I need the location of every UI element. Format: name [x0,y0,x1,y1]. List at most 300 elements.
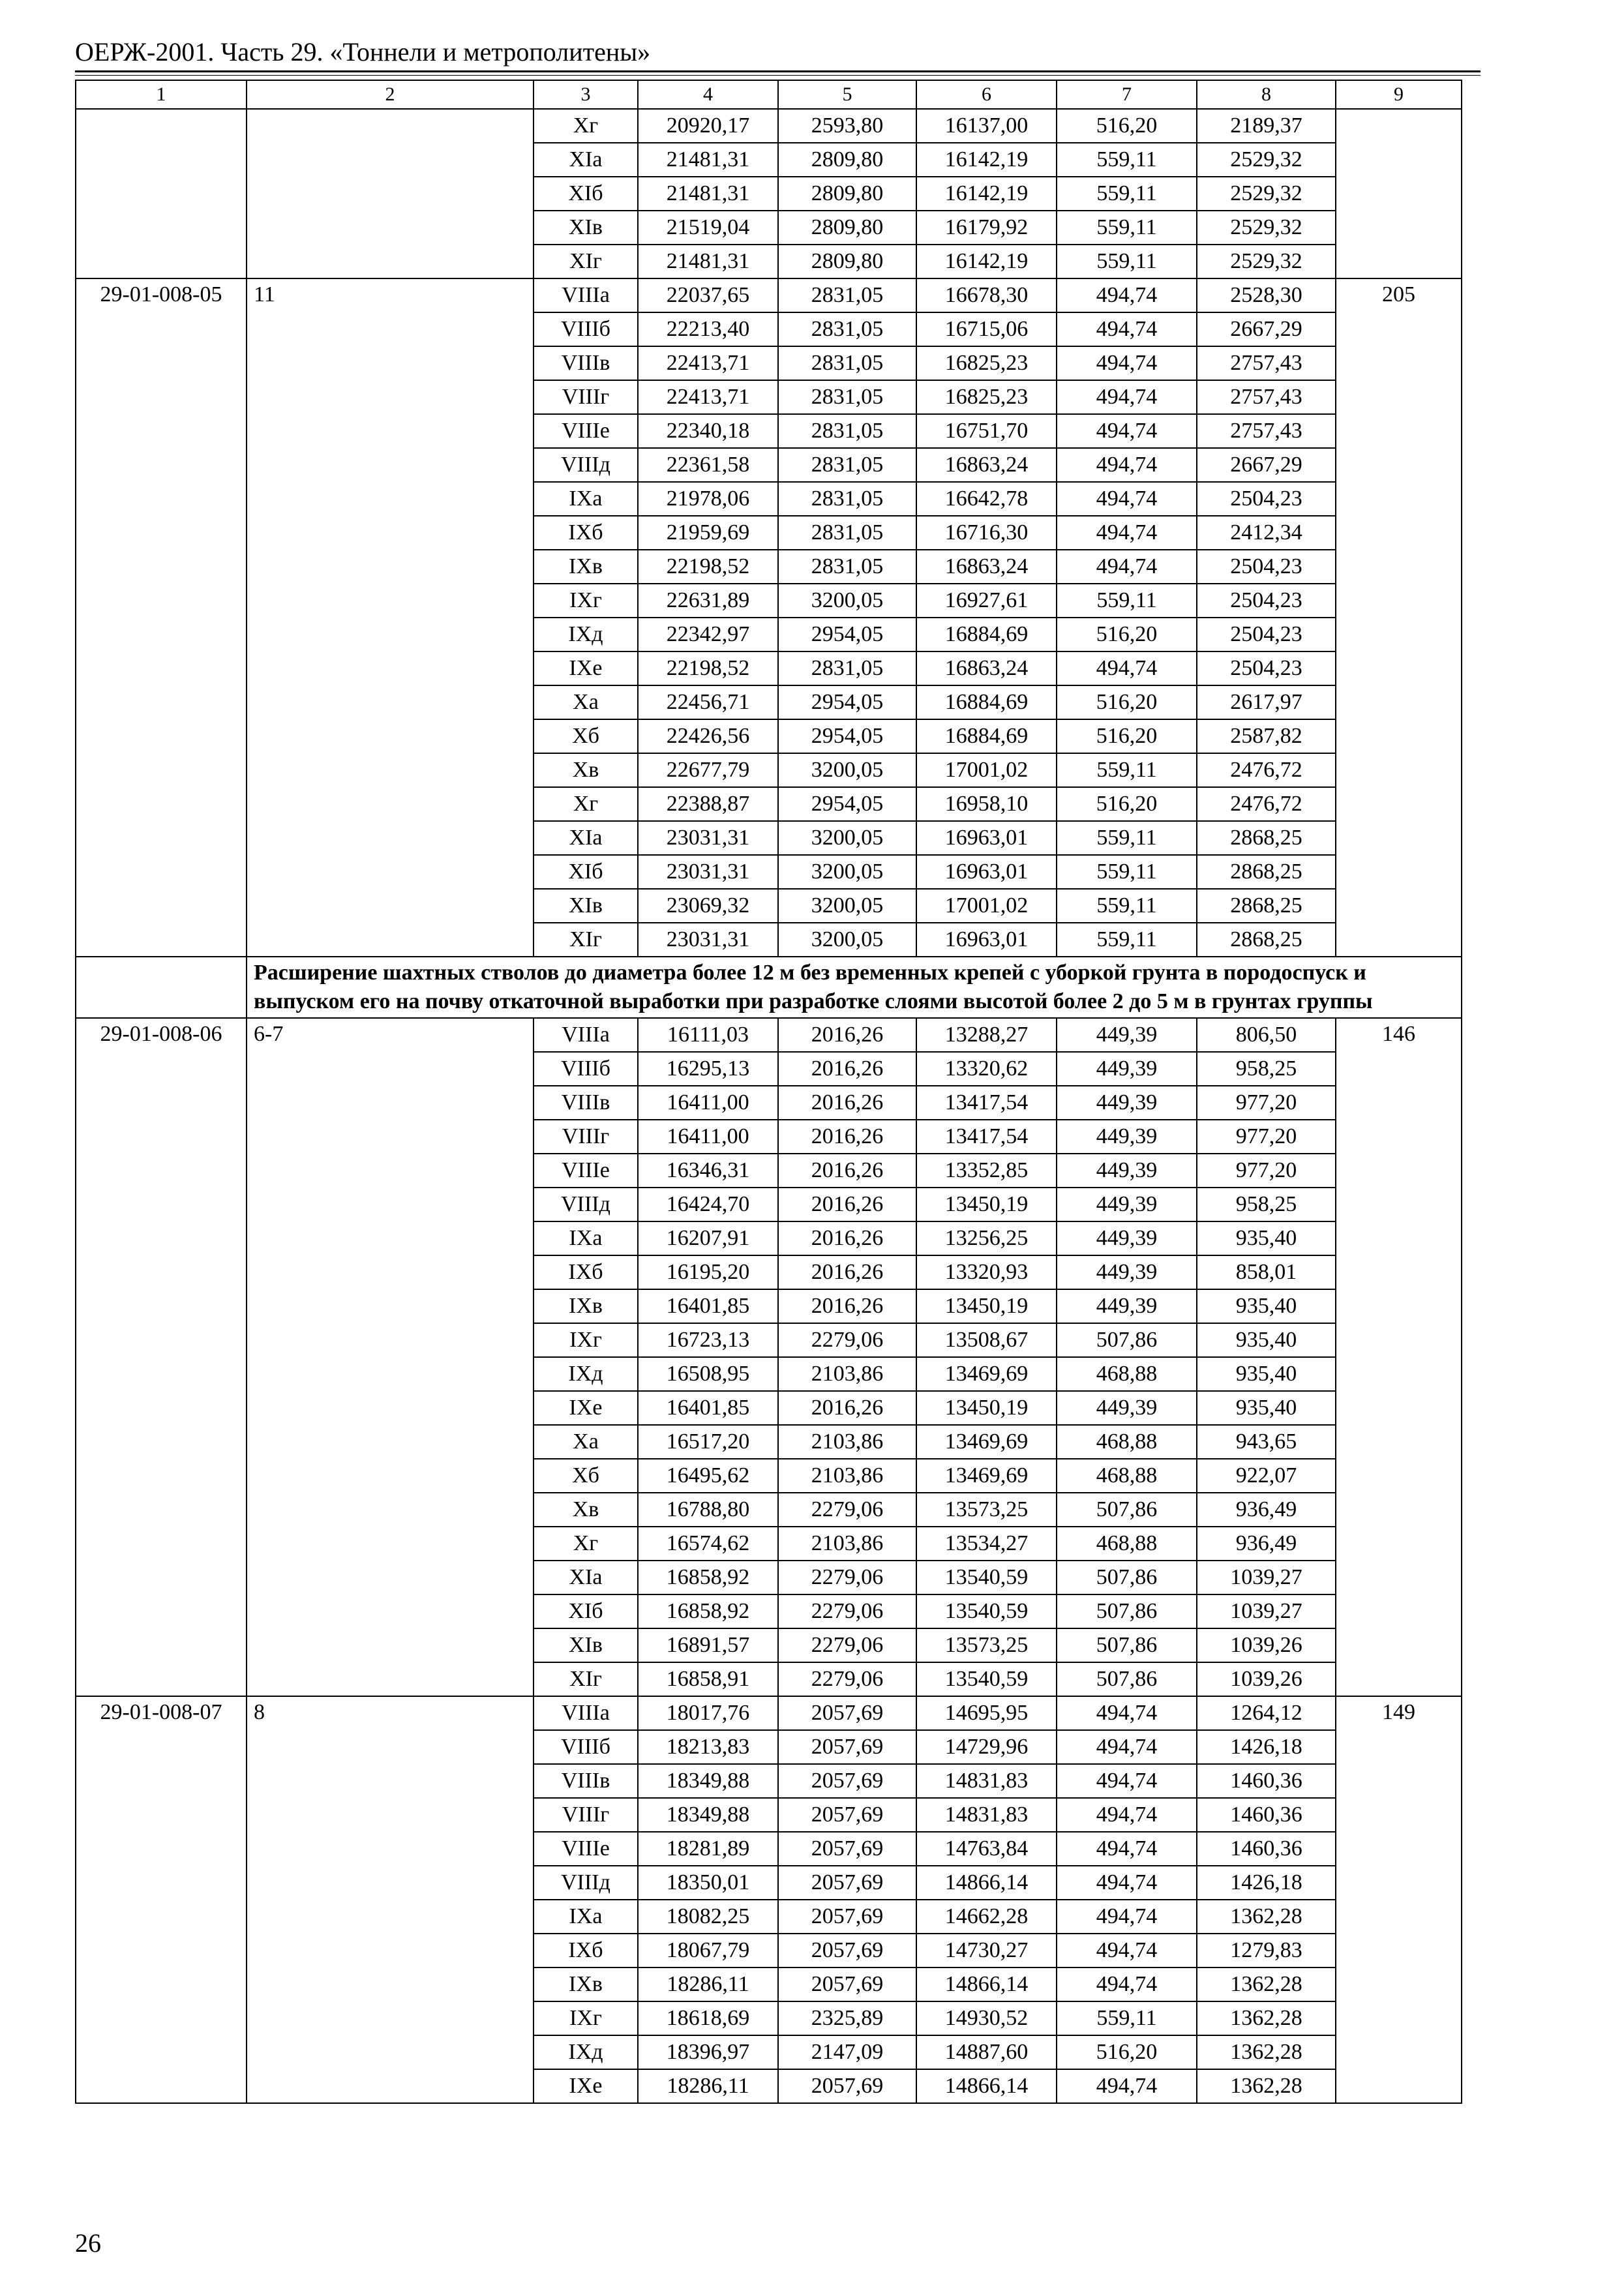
value-cell: 13450,19 [916,1188,1057,1221]
value-cell: 516,20 [1057,719,1197,753]
value-cell: 13540,59 [916,1662,1057,1696]
value-cell: 516,20 [1057,109,1197,143]
value-cell: 18350,01 [638,1866,778,1900]
category-cell: Xг [534,1527,638,1561]
value-cell: 18286,11 [638,1967,778,2001]
value-cell: 494,74 [1057,1764,1197,1798]
category-cell: XIб [534,177,638,211]
value-cell: 3200,05 [778,584,916,618]
category-cell: Xб [534,719,638,753]
value-cell: 3200,05 [778,923,916,957]
category-cell: VIIIе [534,414,638,448]
value-cell: 23031,31 [638,923,778,957]
value-cell: 22198,52 [638,550,778,584]
value-cell: 494,74 [1057,1832,1197,1866]
value-cell: 977,20 [1197,1154,1336,1188]
value-cell: 559,11 [1057,855,1197,889]
column-number-cell: 4 [638,80,778,109]
category-cell: VIIIв [534,1764,638,1798]
value-cell: 977,20 [1197,1086,1336,1120]
value-cell: 2667,29 [1197,448,1336,482]
value-cell: 2831,05 [778,516,916,550]
value-cell: 2016,26 [778,1120,916,1154]
value-cell: 922,07 [1197,1459,1336,1493]
category-cell: VIIIв [534,1086,638,1120]
value-cell: 2831,05 [778,278,916,312]
value-cell: 494,74 [1057,1696,1197,1730]
value-cell: 449,39 [1057,1221,1197,1255]
column-number-cell: 5 [778,80,916,109]
category-cell: XIа [534,143,638,177]
value-cell: 1279,83 [1197,1934,1336,1967]
column-number-cell: 6 [916,80,1057,109]
value-cell: 943,65 [1197,1425,1336,1459]
value-cell: 449,39 [1057,1052,1197,1086]
value-cell: 18349,88 [638,1798,778,1832]
value-cell: 16858,92 [638,1561,778,1594]
category-cell: VIIIа [534,1696,638,1730]
value-cell: 23031,31 [638,821,778,855]
value-cell: 18349,88 [638,1764,778,1798]
value-cell: 14729,96 [916,1730,1057,1764]
category-cell: VIIIд [534,1188,638,1221]
value-cell: 22426,56 [638,719,778,753]
value-cell: 14866,14 [916,1866,1057,1900]
category-cell: Xа [534,1425,638,1459]
value-cell: 1426,18 [1197,1730,1336,1764]
value-cell: 2057,69 [778,1798,916,1832]
value-cell: 16927,61 [916,584,1057,618]
value-cell: 18082,25 [638,1900,778,1934]
value-cell: 2809,80 [778,245,916,278]
value-cell: 18396,97 [638,2035,778,2069]
value-cell: 16574,62 [638,1527,778,1561]
category-cell: Xб [534,1459,638,1493]
value-cell: 18067,79 [638,1934,778,1967]
value-cell: 17001,02 [916,753,1057,787]
value-cell: 2831,05 [778,346,916,380]
value-cell: 559,11 [1057,2001,1197,2035]
value-cell: 16411,00 [638,1120,778,1154]
category-cell: IXб [534,1255,638,1289]
value-cell: 2057,69 [778,1696,916,1730]
value-cell: 16295,13 [638,1052,778,1086]
category-cell: IXв [534,1967,638,2001]
value-cell: 468,88 [1057,1357,1197,1391]
value-cell: 2279,06 [778,1323,916,1357]
value-cell: 2325,89 [778,2001,916,2035]
value-cell: 16642,78 [916,482,1057,516]
section-title: Расширение шахтных стволов до диаметра более 12 м без временных крепей с уборкой грунта в породоспуск и выпуском его на почву откаточной выработки при разработке слоями высотой более 2 до 5 м в грунтах группы [247,957,1462,1018]
value-cell: 18213,83 [638,1730,778,1764]
value-cell: 2667,29 [1197,312,1336,346]
value-cell: 16401,85 [638,1391,778,1425]
category-cell: XIб [534,1594,638,1628]
value-cell: 2868,25 [1197,889,1336,923]
value-cell: 494,74 [1057,651,1197,685]
value-cell: 494,74 [1057,516,1197,550]
value-cell: 2016,26 [778,1221,916,1255]
category-cell: XIг [534,923,638,957]
value-cell: 2757,43 [1197,346,1336,380]
value-cell: 936,49 [1197,1527,1336,1561]
value-cell: 16401,85 [638,1289,778,1323]
value-cell: 2831,05 [778,482,916,516]
column-number-cell: 3 [534,80,638,109]
value-cell: 449,39 [1057,1018,1197,1052]
empty-cell [76,957,247,1018]
value-cell: 507,86 [1057,1493,1197,1527]
value-cell: 935,40 [1197,1323,1336,1357]
value-cell: 18281,89 [638,1832,778,1866]
category-cell: VIIIд [534,1866,638,1900]
category-cell: Xг [534,787,638,821]
value-cell: 2476,72 [1197,753,1336,787]
value-cell: 468,88 [1057,1459,1197,1493]
category-cell: VIIIа [534,278,638,312]
value-cell: 18286,11 [638,2069,778,2103]
value-cell: 16424,70 [638,1188,778,1221]
value-cell: 1039,27 [1197,1594,1336,1628]
value-cell: 2593,80 [778,109,916,143]
value-cell: 3200,05 [778,753,916,787]
table-row [76,109,1462,143]
value-cell: 2103,86 [778,1425,916,1459]
value-cell: 16858,91 [638,1662,778,1696]
value-cell: 14887,60 [916,2035,1057,2069]
value-cell: 17001,02 [916,889,1057,923]
value-cell: 494,74 [1057,1934,1197,1967]
value-cell: 16963,01 [916,923,1057,957]
value-cell: 16863,24 [916,651,1057,685]
rate-code-cell: 29-01-008-05 [76,278,247,957]
category-cell: Xв [534,753,638,787]
value-cell: 2103,86 [778,1459,916,1493]
value-cell: 14866,14 [916,1967,1057,2001]
value-cell: 2057,69 [778,1866,916,1900]
value-cell: 2016,26 [778,1289,916,1323]
value-cell: 21481,31 [638,245,778,278]
value-cell: 2279,06 [778,1628,916,1662]
value-cell: 2529,32 [1197,177,1336,211]
category-cell: IXа [534,1900,638,1934]
category-cell: IXе [534,2069,638,2103]
table-row [76,278,1462,312]
category-cell: IXв [534,550,638,584]
value-cell: 516,20 [1057,2035,1197,2069]
value-cell: 16884,69 [916,685,1057,719]
value-cell: 2504,23 [1197,584,1336,618]
value-cell: 1362,28 [1197,2035,1336,2069]
category-cell: IXе [534,1391,638,1425]
value-cell: 2057,69 [778,2069,916,2103]
value-cell: 559,11 [1057,177,1197,211]
value-cell: 2016,26 [778,1086,916,1120]
value-cell: 935,40 [1197,1221,1336,1255]
value-cell: 2016,26 [778,1391,916,1425]
value-cell: 559,11 [1057,821,1197,855]
value-cell: 22677,79 [638,753,778,787]
value-cell: 1362,28 [1197,2069,1336,2103]
value-cell: 559,11 [1057,753,1197,787]
value-cell: 2504,23 [1197,618,1336,651]
soil-group-cell: 6-7 [247,1018,534,1696]
value-cell: 22198,52 [638,651,778,685]
value-cell: 16142,19 [916,143,1057,177]
value-cell: 449,39 [1057,1391,1197,1425]
category-cell: IXг [534,584,638,618]
column-number-cell: 9 [1336,80,1462,109]
value-cell: 16142,19 [916,245,1057,278]
value-cell: 1362,28 [1197,1900,1336,1934]
value-cell: 16963,01 [916,821,1057,855]
value-cell: 2476,72 [1197,787,1336,821]
value-cell: 16142,19 [916,177,1057,211]
value-cell: 2868,25 [1197,923,1336,957]
value-cell: 13450,19 [916,1289,1057,1323]
value-cell: 2831,05 [778,651,916,685]
category-cell: IXг [534,1323,638,1357]
value-cell: 1039,26 [1197,1628,1336,1662]
value-cell: 2504,23 [1197,651,1336,685]
value-cell: 1460,36 [1197,1832,1336,1866]
value-cell: 958,25 [1197,1052,1336,1086]
value-cell: 977,20 [1197,1120,1336,1154]
value-cell: 858,01 [1197,1255,1336,1289]
rate-code-cell [76,109,247,278]
value-cell: 2529,32 [1197,211,1336,245]
category-cell: IXб [534,516,638,550]
category-cell: XIв [534,1628,638,1662]
value-cell: 22037,65 [638,278,778,312]
value-cell: 14930,52 [916,2001,1057,2035]
category-cell: XIб [534,855,638,889]
value-cell: 18017,76 [638,1696,778,1730]
value-cell: 494,74 [1057,448,1197,482]
value-cell: 2057,69 [778,1934,916,1967]
rate-code-cell: 29-01-008-07 [76,1696,247,2103]
value-cell: 22413,71 [638,380,778,414]
value-cell: 494,74 [1057,482,1197,516]
value-cell: 16716,30 [916,516,1057,550]
value-cell: 3200,05 [778,855,916,889]
value-cell: 16891,57 [638,1628,778,1662]
category-cell: VIIIг [534,1798,638,1832]
value-cell: 2831,05 [778,550,916,584]
column-number-cell: 2 [247,80,534,109]
value-cell: 16517,20 [638,1425,778,1459]
rate-code-cell: 29-01-008-06 [76,1018,247,1696]
value-cell: 16195,20 [638,1255,778,1289]
value-cell: 958,25 [1197,1188,1336,1221]
value-cell: 16346,31 [638,1154,778,1188]
value-cell: 449,39 [1057,1255,1197,1289]
value-cell: 2809,80 [778,177,916,211]
value-cell: 1362,28 [1197,2001,1336,2035]
section-title-row [76,957,1462,1018]
value-cell: 2016,26 [778,1255,916,1289]
category-cell: XIв [534,211,638,245]
value-cell: 494,74 [1057,2069,1197,2103]
value-cell: 14662,28 [916,1900,1057,1934]
category-cell: XIг [534,1662,638,1696]
category-cell: VIIIб [534,1052,638,1086]
value-cell: 494,74 [1057,380,1197,414]
value-cell: 13320,93 [916,1255,1057,1289]
value-cell: 494,74 [1057,278,1197,312]
value-cell: 14831,83 [916,1798,1057,1832]
value-cell: 494,74 [1057,550,1197,584]
value-cell: 2016,26 [778,1018,916,1052]
value-cell: 2809,80 [778,211,916,245]
column-number-cell: 1 [76,80,247,109]
value-cell: 449,39 [1057,1086,1197,1120]
value-cell: 16137,00 [916,109,1057,143]
value-cell: 2279,06 [778,1493,916,1527]
value-cell: 13573,25 [916,1493,1057,1527]
column-number-row [76,80,1462,109]
category-cell: VIIIб [534,312,638,346]
value-cell: 1039,26 [1197,1662,1336,1696]
value-cell: 2809,80 [778,143,916,177]
value-cell: 3200,05 [778,889,916,923]
value-cell: 16751,70 [916,414,1057,448]
value-cell: 2016,26 [778,1188,916,1221]
page-header: ОЕРЖ-2001. Часть 29. «Тоннели и метрополитены» [75,37,651,67]
category-cell: IXе [534,651,638,685]
value-cell: 16958,10 [916,787,1057,821]
category-cell: XIа [534,821,638,855]
value-cell: 494,74 [1057,1967,1197,2001]
value-cell: 507,86 [1057,1662,1197,1696]
value-cell: 2057,69 [778,1764,916,1798]
column-number-cell: 7 [1057,80,1197,109]
category-cell: Xа [534,685,638,719]
category-cell: IXб [534,1934,638,1967]
page-number: 26 [75,2228,101,2258]
value-cell: 1264,12 [1197,1696,1336,1730]
category-cell: IXв [534,1289,638,1323]
value-cell: 507,86 [1057,1628,1197,1662]
category-cell: XIа [534,1561,638,1594]
value-cell: 507,86 [1057,1561,1197,1594]
value-cell: 1460,36 [1197,1798,1336,1832]
value-cell: 806,50 [1197,1018,1336,1052]
value-cell: 2103,86 [778,1527,916,1561]
value-cell: 13469,69 [916,1357,1057,1391]
value-cell: 2831,05 [778,380,916,414]
value-cell: 14831,83 [916,1764,1057,1798]
value-cell: 2412,34 [1197,516,1336,550]
value-cell: 1039,27 [1197,1561,1336,1594]
soil-group-cell [247,109,534,278]
table-row [76,1696,1462,1730]
value-cell: 936,49 [1197,1493,1336,1527]
value-cell: 2528,30 [1197,278,1336,312]
category-cell: IXа [534,1221,638,1255]
value-cell: 20920,17 [638,109,778,143]
value-cell: 22342,97 [638,618,778,651]
value-cell: 21481,31 [638,143,778,177]
value-cell: 449,39 [1057,1289,1197,1323]
value-cell: 16111,03 [638,1018,778,1052]
value-cell: 2057,69 [778,1900,916,1934]
value-cell: 16963,01 [916,855,1057,889]
header-rule-thin [75,75,1481,76]
category-cell: VIIIе [534,1832,638,1866]
value-cell: 494,74 [1057,1730,1197,1764]
value-cell: 2279,06 [778,1662,916,1696]
value-cell: 21959,69 [638,516,778,550]
category-cell: IXд [534,1357,638,1391]
header-rule-thick [75,70,1481,72]
value-cell: 16723,13 [638,1323,778,1357]
value-cell: 1362,28 [1197,1967,1336,2001]
rates-table-body [76,80,1462,2103]
column-number-cell: 8 [1197,80,1336,109]
category-cell: VIIIд [534,448,638,482]
value-cell: 16715,06 [916,312,1057,346]
value-cell: 16495,62 [638,1459,778,1493]
value-cell: 13540,59 [916,1594,1057,1628]
value-cell: 507,86 [1057,1594,1197,1628]
value-cell: 22213,40 [638,312,778,346]
value-cell: 23031,31 [638,855,778,889]
rates-table [75,80,1462,2104]
value-cell: 13450,19 [916,1391,1057,1425]
value-cell: 494,74 [1057,1798,1197,1832]
category-cell: Xг [534,109,638,143]
value-cell: 935,40 [1197,1357,1336,1391]
value-cell: 2954,05 [778,618,916,651]
value-cell: 2831,05 [778,448,916,482]
value-cell: 2016,26 [778,1052,916,1086]
value-cell: 449,39 [1057,1188,1197,1221]
value-cell: 13417,54 [916,1086,1057,1120]
value-cell: 2757,43 [1197,414,1336,448]
category-cell: Xв [534,1493,638,1527]
value-cell: 935,40 [1197,1289,1336,1323]
value-cell: 2057,69 [778,1967,916,2001]
category-cell: VIIIа [534,1018,638,1052]
value-cell: 23069,32 [638,889,778,923]
value-cell: 494,74 [1057,312,1197,346]
category-cell: VIIIб [534,1730,638,1764]
labor-cell: 149 [1336,1696,1462,2103]
value-cell: 13508,67 [916,1323,1057,1357]
labor-cell: 205 [1336,278,1462,957]
value-cell: 21519,04 [638,211,778,245]
value-cell: 2831,05 [778,414,916,448]
value-cell: 559,11 [1057,143,1197,177]
value-cell: 2954,05 [778,719,916,753]
value-cell: 516,20 [1057,618,1197,651]
value-cell: 13288,27 [916,1018,1057,1052]
value-cell: 516,20 [1057,787,1197,821]
value-cell: 22388,87 [638,787,778,821]
value-cell: 2757,43 [1197,380,1336,414]
category-cell: VIIIв [534,346,638,380]
value-cell: 13469,69 [916,1425,1057,1459]
value-cell: 2016,26 [778,1154,916,1188]
value-cell: 16858,92 [638,1594,778,1628]
category-cell: IXд [534,2035,638,2069]
category-cell: VIIIг [534,1120,638,1154]
value-cell: 16825,23 [916,380,1057,414]
value-cell: 559,11 [1057,889,1197,923]
value-cell: 16508,95 [638,1357,778,1391]
value-cell: 22361,58 [638,448,778,482]
